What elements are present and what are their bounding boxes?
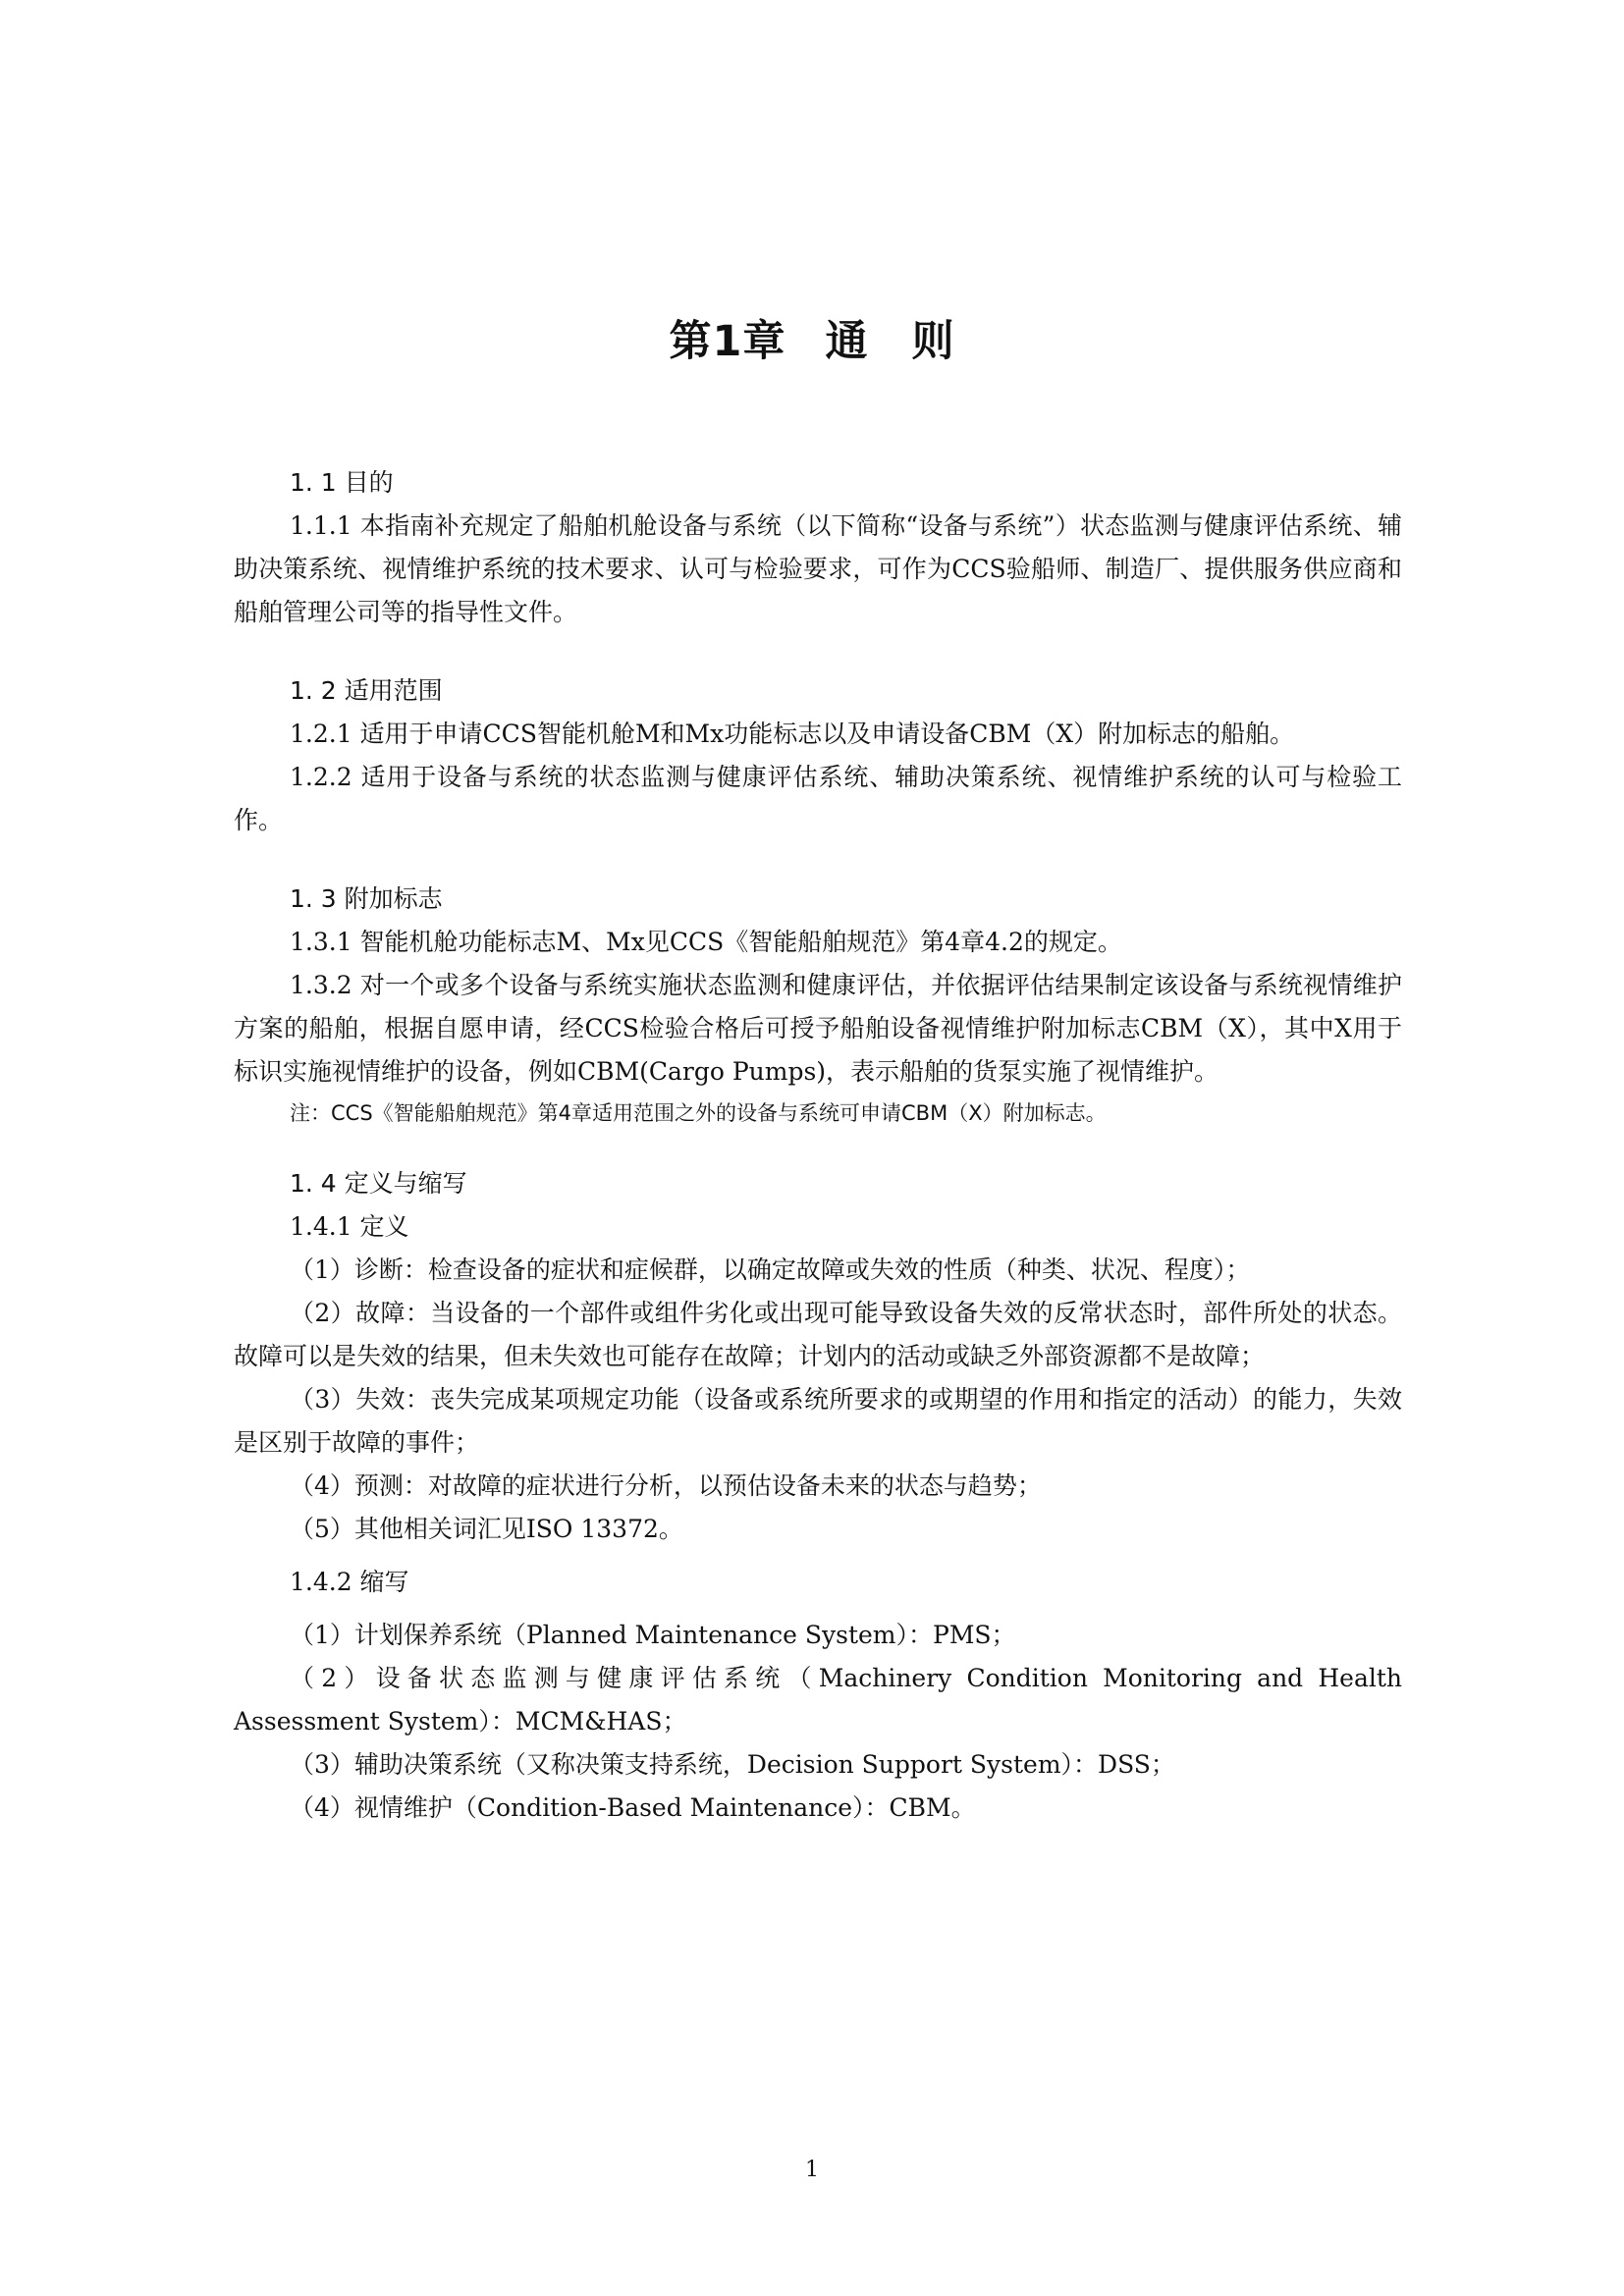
chapter-number: 第1章 xyxy=(669,317,786,366)
paragraph-1-1-1: 1.1.1 本指南补充规定了船舶机舱设备与系统（以下简称“设备与系统”）状态监测与健康评估系统、辅助决策系统、视情维护系统的技术要求、认可与检验要求，可作为CCS验船师、制造厂、提供服务供应商和船舶管理公司等的指导性文件。 xyxy=(234,511,1402,626)
paragraph-1-2-1: 1.2.1 适用于申请CCS智能机舱M和Mx功能标志以及申请设备CBM（X）附加标志的船舶。 xyxy=(290,720,1295,748)
note-1-3: 注：CCS《智能船舶规范》第4章适用范围之外的设备与系统可申请CBM（X）附加标志。 xyxy=(290,1101,1107,1125)
definition-failure: （3）失效：丧失完成某项规定功能（设备或系统所要求的或期望的作用和指定的活动）的能力，失效是区别于故障的事件； xyxy=(234,1385,1402,1457)
chapter-body xyxy=(234,461,1402,1830)
section-heading-1-1: 1. 1 目的 xyxy=(290,468,394,497)
paragraph-1-2-2: 1.2.2 适用于设备与系统的状态监测与健康评估系统、辅助决策系统、视情维护系统的认可与检验工作。 xyxy=(234,763,1402,834)
abbreviation-dss: （3）辅助决策系统（又称决策支持系统，Decision Support System）：DSS； xyxy=(290,1750,1175,1779)
definition-prognosis: （4）预测：对故障的症状进行分析，以预估设备未来的状态与趋势； xyxy=(290,1471,1042,1500)
section-heading-1-3: 1. 3 附加标志 xyxy=(290,884,443,913)
definition-other-terms: （5）其他相关词汇见ISO 13372。 xyxy=(290,1515,683,1543)
definition-diagnosis: （1）诊断：检查设备的症状和症候群，以确定故障或失效的性质（种类、状况、程度）； xyxy=(290,1255,1251,1284)
paragraph-1-3-1: 1.3.1 智能机舱功能标志M、Mx见CCS《智能船舶规范》第4章4.2的规定。 xyxy=(290,928,1122,956)
page-number: 1 xyxy=(805,2158,819,2182)
abbreviation-cbm: （4）视情维护（Condition-Based Maintenance）：CBM。 xyxy=(290,1793,976,1822)
abbreviation-mcm-has: （2）设备状态监测与健康评估系统（Machinery Condition Monitoring and Health Assessment System）：MCM&HAS； xyxy=(234,1664,1402,1735)
chapter-title-word-2: 则 xyxy=(911,317,955,366)
definition-fault: （2）故障：当设备的一个部件或组件劣化或出现可能导致设备失效的反常状态时，部件所处的状态。故障可以是失效的结果，但未失效也可能存在故障；计划内的活动或缺乏外部资源都不是故障； xyxy=(234,1299,1402,1370)
paragraph-1-3-2: 1.3.2 对一个或多个设备与系统实施状态监测和健康评估，并依据评估结果制定该设备与系统视情维护方案的船舶，根据自愿申请，经CCS检验合格后可授予船舶设备视情维护附加标志CBM（X），其中X用于标识实施视情维护的设备，例如CBM(Cargo Pumps)，表示船舶的货泵实施了视情维护。 xyxy=(234,971,1402,1086)
section-heading-1-2: 1. 2 适用范围 xyxy=(290,676,443,705)
abbreviation-pms: （1）计划保养系统（Planned Maintenance System）：PMS； xyxy=(290,1621,1016,1649)
subheading-1-4-1: 1.4.1 定义 xyxy=(290,1212,409,1241)
chapter-title xyxy=(0,312,1624,371)
chapter-title-word-1: 通 xyxy=(825,317,869,366)
subheading-1-4-2: 1.4.2 缩写 xyxy=(290,1568,409,1596)
section-heading-1-4: 1. 4 定义与缩写 xyxy=(290,1169,467,1198)
